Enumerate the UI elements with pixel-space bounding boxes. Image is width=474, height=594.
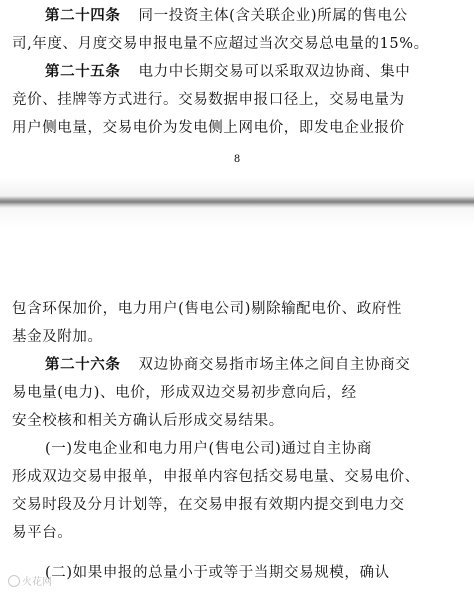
article-25-continued-line-2: 基金及附加。	[12, 329, 103, 345]
article-25-text: 电力中长期交易可以采取双边协商、集中	[138, 64, 411, 80]
article-25-line-3: 用户侧电量，交易电价为发电侧上网电价，即发电企业报价	[12, 120, 405, 136]
article-24-text: 同一投资主体(含关联企业)所属的售电公	[138, 8, 408, 24]
document-page-top	[0, 0, 474, 178]
article-25-line-2: 竞价、挂牌等方式进行。交易数据申报口径上，交易电量为	[12, 92, 405, 108]
clause-1-line-4: 易平台。	[12, 525, 73, 541]
article-24-heading: 第二十四条	[45, 7, 121, 24]
page-break-separator	[0, 178, 474, 228]
clause-1-line-1: (一)发电企业和电力用户(售电公司)通过自主协商	[45, 441, 373, 457]
article-26-line-1	[12, 355, 464, 375]
article-26-text: 双边协商交易指市场主体之间自主协商交	[138, 357, 411, 373]
article-24-line-1	[12, 6, 464, 26]
clause-2-line-1: (二)如果申报的总量小于或等于当期交易规模，确认	[45, 565, 390, 581]
article-25-heading: 第二十五条	[45, 63, 121, 80]
clause-1-line-2: 形成双边交易申报单，申报单内容包括交易电量、交易电价、	[12, 469, 420, 485]
article-26-heading: 第二十六条	[45, 356, 121, 373]
article-24-line-2: 司,年度、月度交易申报电量不应超过当次交易总电量的15%。	[12, 36, 429, 52]
article-26-line-2: 易电量(电力)、电价，形成双边交易初步意向后，经	[12, 385, 357, 401]
watermark-text: 火花网	[22, 577, 52, 588]
article-25-line-1	[12, 62, 464, 82]
watermark-logo-icon	[8, 575, 20, 587]
watermark	[8, 575, 52, 589]
article-26-line-3: 安全校核和相关方确认后形成交易结果。	[12, 413, 284, 429]
clause-1-line-3: 交易时段及分月计划等，在交易申报有效期内提交到电力交	[12, 497, 405, 513]
page-number: 8	[233, 154, 241, 165]
article-25-continued-line-1: 包含环保加价，电力用户(售电公司)剔除输配电价、政府性	[12, 301, 403, 317]
document-page-bottom	[0, 228, 474, 594]
